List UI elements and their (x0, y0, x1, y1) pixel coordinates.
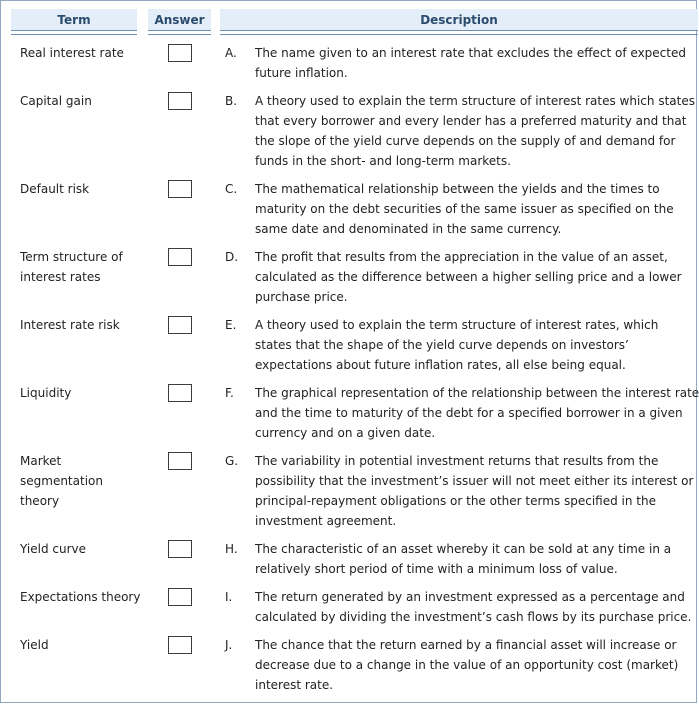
description-column-header: Description (220, 9, 698, 31)
description-text: The graphical representation of the relationship between the interest rate and the time to maturity of the debt for a specified borrower in a given currency and on a given date. (255, 386, 699, 440)
answer-box[interactable] (168, 540, 192, 558)
answer-column-header: Answer (148, 9, 211, 31)
answer-box[interactable] (168, 248, 192, 266)
term-label: Term structure of interest rates (20, 250, 123, 284)
description-letter: E. (225, 318, 237, 332)
term-label: Interest rate risk (20, 318, 120, 332)
description-text: A theory used to explain the term structure of interest rates which states that every borrower and every lender has a preferred maturity and that the slope of the yield curve depends on the supply of and demand for funds in the short- and long-term markets. (255, 94, 695, 168)
description-letter: G. (225, 454, 239, 468)
header-underline (11, 34, 137, 35)
term-label: Yield curve (20, 542, 87, 556)
description-letter: H. (225, 542, 238, 556)
description-text: The return generated by an investment expressed as a percentage and calculated by dividing the investment’s cash flows by its purchase price. (255, 590, 692, 624)
answer-box[interactable] (168, 44, 192, 62)
term-label: Capital gain (20, 94, 92, 108)
term-label: Real interest rate (20, 46, 124, 60)
answer-box[interactable] (168, 92, 192, 110)
term-label: Default risk (20, 182, 90, 196)
description-letter: B. (225, 94, 238, 108)
answer-box[interactable] (168, 316, 192, 334)
answer-box[interactable] (168, 180, 192, 198)
term-label: Market segmentation theory (20, 454, 103, 508)
description-letter: I. (225, 590, 233, 604)
description-letter: C. (225, 182, 238, 196)
term-label: Yield (20, 638, 49, 652)
description-letter: J. (225, 638, 233, 652)
term-label: Liquidity (20, 386, 72, 400)
header-underline (148, 34, 211, 35)
term-column-header: Term (11, 9, 137, 31)
description-text: The variability in potential investment returns that results from the possibility that the investment’s issuer will not meet either its interest or principal-repayment obligations or the other terms specified in the investment agreement. (255, 454, 694, 528)
description-text: The chance that the return earned by a financial asset will increase or decrease due to a change in the value of an opportunity cost (market) interest rate. (255, 638, 679, 692)
header-underline (220, 34, 698, 35)
description-text: The name given to an interest rate that excludes the effect of expected future inflation. (255, 46, 686, 80)
description-text: The characteristic of an asset whereby it can be sold at any time in a relatively short period of time with a minimum loss of value. (255, 542, 672, 576)
description-text: A theory used to explain the term structure of interest rates, which states that the shape of the yield curve depends on investors’ expectations about future inflation rates, all else being equal. (255, 318, 659, 372)
answer-box[interactable] (168, 636, 192, 654)
answer-box[interactable] (168, 588, 192, 606)
description-text: The profit that results from the appreciation in the value of an asset, calculated as the difference between a higher selling price and a lower purchase price. (255, 250, 682, 304)
description-letter: A. (225, 46, 237, 60)
description-text: The mathematical relationship between the yields and the times to maturity on the debt securities of the same issuer as specified on the same date and denominated in the same currency. (255, 182, 674, 236)
description-letter: F. (225, 386, 234, 400)
description-letter: D. (225, 250, 239, 264)
answer-box[interactable] (168, 384, 192, 402)
term-label: Expectations theory (20, 590, 141, 604)
answer-box[interactable] (168, 452, 192, 470)
